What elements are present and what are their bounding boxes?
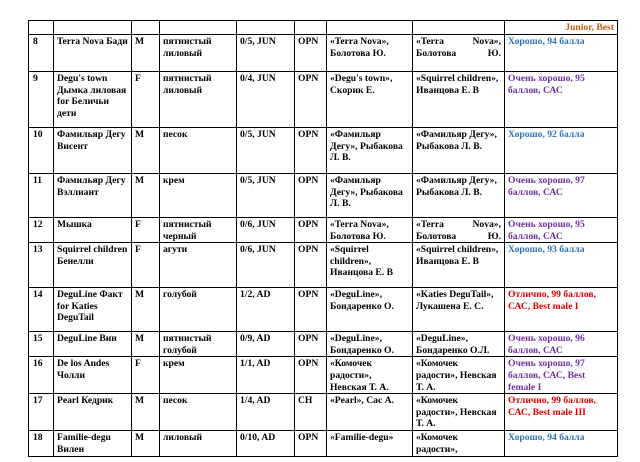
cell-name: DeguLine Факт for Katies DeguTail bbox=[54, 288, 132, 332]
cell-color: пятнистый голубой bbox=[160, 332, 237, 357]
cell-age: 0/5, JUN bbox=[237, 174, 295, 218]
cell-rating: Хорошо, 94 балла bbox=[505, 35, 618, 72]
table-row bbox=[29, 21, 618, 35]
cell-name: Familie-degu Вилен bbox=[54, 430, 132, 456]
cell-owner: «DeguLine», Бондаренко О.Л. bbox=[413, 332, 505, 357]
cell-num: 17 bbox=[29, 394, 54, 431]
cell-class: OPN bbox=[295, 218, 327, 243]
cell-num: 18 bbox=[29, 430, 54, 456]
cell-name: Фамильяр Дегу Висент bbox=[54, 128, 132, 174]
cell-num: 12 bbox=[29, 218, 54, 243]
cell-num: 16 bbox=[29, 357, 54, 394]
cell-color: агути bbox=[160, 243, 237, 288]
cell-num: 11 bbox=[29, 174, 54, 218]
table-row bbox=[29, 332, 618, 357]
cell-breeder: «Комочек радости», Невская Т. А. bbox=[327, 357, 413, 394]
cell-class: OPN bbox=[295, 174, 327, 218]
cell-age: 1/1, AD bbox=[237, 357, 295, 394]
cell-breeder: «Degu's town», Скорик Е. bbox=[327, 72, 413, 128]
cell-breeder: «Фамильяр Дегу», Рыбакова Л. В. bbox=[327, 128, 413, 174]
cell-sex bbox=[132, 21, 160, 35]
cell-age bbox=[237, 21, 295, 35]
cell-rating: Junior, Best bbox=[505, 21, 618, 35]
cell-owner bbox=[413, 21, 505, 35]
cell-age: 0/9, AD bbox=[237, 332, 295, 357]
table-row bbox=[29, 430, 618, 456]
cell-sex: F bbox=[132, 243, 160, 288]
cell-sex: M bbox=[132, 288, 160, 332]
cell-class: OPN bbox=[295, 430, 327, 456]
table-row bbox=[29, 243, 618, 288]
cell-breeder: «Фамильяр Дегу», Рыбакова Л. В. bbox=[327, 174, 413, 218]
cell-rating: Хорошо, 92 балла bbox=[505, 128, 618, 174]
cell-class: OPN bbox=[295, 72, 327, 128]
cell-breeder: «Squirrel children», Иванцова Е. В bbox=[327, 243, 413, 288]
cell-owner: «Комочек радости», Невская Т. А. bbox=[413, 357, 505, 394]
cell-rating: Очень хорошо, 97 баллов, САС bbox=[505, 174, 618, 218]
cell-sex: M bbox=[132, 394, 160, 431]
cell-name: DeguLine Вин bbox=[54, 332, 132, 357]
cell-breeder: «Familie-degu» bbox=[327, 430, 413, 456]
table-row bbox=[29, 174, 618, 218]
cell-age: 1/2, AD bbox=[237, 288, 295, 332]
cell-name bbox=[54, 21, 132, 35]
cell-breeder: «Terra Nova», Болотова Ю. bbox=[327, 218, 413, 243]
cell-age: 0/6, JUN bbox=[237, 218, 295, 243]
table-row bbox=[29, 128, 618, 174]
cell-age: 1/4, AD bbox=[237, 394, 295, 431]
cell-class: OPN bbox=[295, 332, 327, 357]
cell-name: De los Andes Чолли bbox=[54, 357, 132, 394]
cell-age: 0/5, JUN bbox=[237, 128, 295, 174]
cell-color: пятнистый черный bbox=[160, 218, 237, 243]
cell-num: 13 bbox=[29, 243, 54, 288]
table-row bbox=[29, 218, 618, 243]
cell-num: 8 bbox=[29, 35, 54, 72]
cell-color: пятнистый лиловый bbox=[160, 35, 237, 72]
cell-name: Squirrel children Бенелли bbox=[54, 243, 132, 288]
cell-owner: «Squirrel children», Иванцова Е. В bbox=[413, 72, 505, 128]
cell-color: песок bbox=[160, 128, 237, 174]
cell-sex: M bbox=[132, 430, 160, 456]
cell-color: песок bbox=[160, 394, 237, 431]
cell-owner: «Squirrel children», Иванцова Е. В bbox=[413, 243, 505, 288]
cell-owner: «Комочек радости», Невская Т. А. bbox=[413, 394, 505, 431]
cell-class: CH bbox=[295, 394, 327, 431]
cell-rating: Отлично, 99 баллов, САС, Best male I bbox=[505, 288, 618, 332]
cell-rating: Хорошо, 94 балла bbox=[505, 430, 618, 456]
cell-color: лиловый bbox=[160, 430, 237, 456]
cell-breeder: «Pearl», Сас А. bbox=[327, 394, 413, 431]
cell-age: 0/6, JUN bbox=[237, 243, 295, 288]
cell-color: крем bbox=[160, 357, 237, 394]
cell-age: 0/4, JUN bbox=[237, 72, 295, 128]
cell-color: голубой bbox=[160, 288, 237, 332]
cell-owner: «Комочек радости», bbox=[413, 430, 505, 456]
cell-name: Degu's town Дымка лиловая for Беличьи дети bbox=[54, 72, 132, 128]
cell-num: 10 bbox=[29, 128, 54, 174]
cell-name: Мышка bbox=[54, 218, 132, 243]
cell-rating: Очень хорошо, 95 баллов, САС bbox=[505, 218, 618, 243]
table-row bbox=[29, 72, 618, 128]
table-row bbox=[29, 35, 618, 72]
cell-class: OPN bbox=[295, 288, 327, 332]
cell-sex: F bbox=[132, 357, 160, 394]
cell-sex: F bbox=[132, 218, 160, 243]
cell-class: OPN bbox=[295, 243, 327, 288]
cell-breeder: «DeguLine», Бондаренко О. bbox=[327, 332, 413, 357]
cell-num: 15 bbox=[29, 332, 54, 357]
cell-age: 0/5, JUN bbox=[237, 35, 295, 72]
cell-breeder: «Terra Nova», Болотова Ю. bbox=[327, 35, 413, 72]
cell-sex: F bbox=[132, 72, 160, 128]
cell-rating: Очень хорошо, 96 баллов, САС bbox=[505, 332, 618, 357]
cell-name: Фамильяр Дегу Вэллиант bbox=[54, 174, 132, 218]
cell-class bbox=[295, 21, 327, 35]
cell-owner: «Фамильяр Дегу», Рыбакова Л. В. bbox=[413, 174, 505, 218]
cell-owner: «Terra Nova», Болотова Ю. bbox=[413, 35, 505, 72]
table-row bbox=[29, 288, 618, 332]
table-row bbox=[29, 357, 618, 394]
cell-num: 9 bbox=[29, 72, 54, 128]
cell-breeder: «DeguLine», Бондаренко О. bbox=[327, 288, 413, 332]
cell-owner: «Фамильяр Дегу», Рыбакова Л. В. bbox=[413, 128, 505, 174]
cell-color: крем bbox=[160, 174, 237, 218]
cell-sex: M bbox=[132, 35, 160, 72]
cell-class: OPN bbox=[295, 128, 327, 174]
cell-sex: M bbox=[132, 128, 160, 174]
cell-owner: «Katies DeguTail», Лукашена Е. С. bbox=[413, 288, 505, 332]
cell-class: OPN bbox=[295, 35, 327, 72]
cell-color: пятнистый лиловый bbox=[160, 72, 237, 128]
cell-rating: Отлично, 99 баллов, САС, Best male III bbox=[505, 394, 618, 431]
cell-color bbox=[160, 21, 237, 35]
table-row bbox=[29, 394, 618, 431]
cell-age: 0/10, AD bbox=[237, 430, 295, 456]
cell-class: OPN bbox=[295, 357, 327, 394]
cell-rating: Очень хорошо, 95 баллов, САС bbox=[505, 72, 618, 128]
cell-breeder bbox=[327, 21, 413, 35]
cell-sex: M bbox=[132, 332, 160, 357]
cell-owner: «Terra Nova», Болотова Ю. bbox=[413, 218, 505, 243]
cell-name: Pearl Кедрик bbox=[54, 394, 132, 431]
cell-rating: Хорошо, 93 балла bbox=[505, 243, 618, 288]
results-table bbox=[28, 20, 618, 457]
cell-num: 14 bbox=[29, 288, 54, 332]
cell-name: Terra Nova Бади bbox=[54, 35, 132, 72]
cell-sex: M bbox=[132, 174, 160, 218]
cell-num bbox=[29, 21, 54, 35]
cell-rating: Очень хорошо, 97 баллов, САС, Best female I bbox=[505, 357, 618, 394]
